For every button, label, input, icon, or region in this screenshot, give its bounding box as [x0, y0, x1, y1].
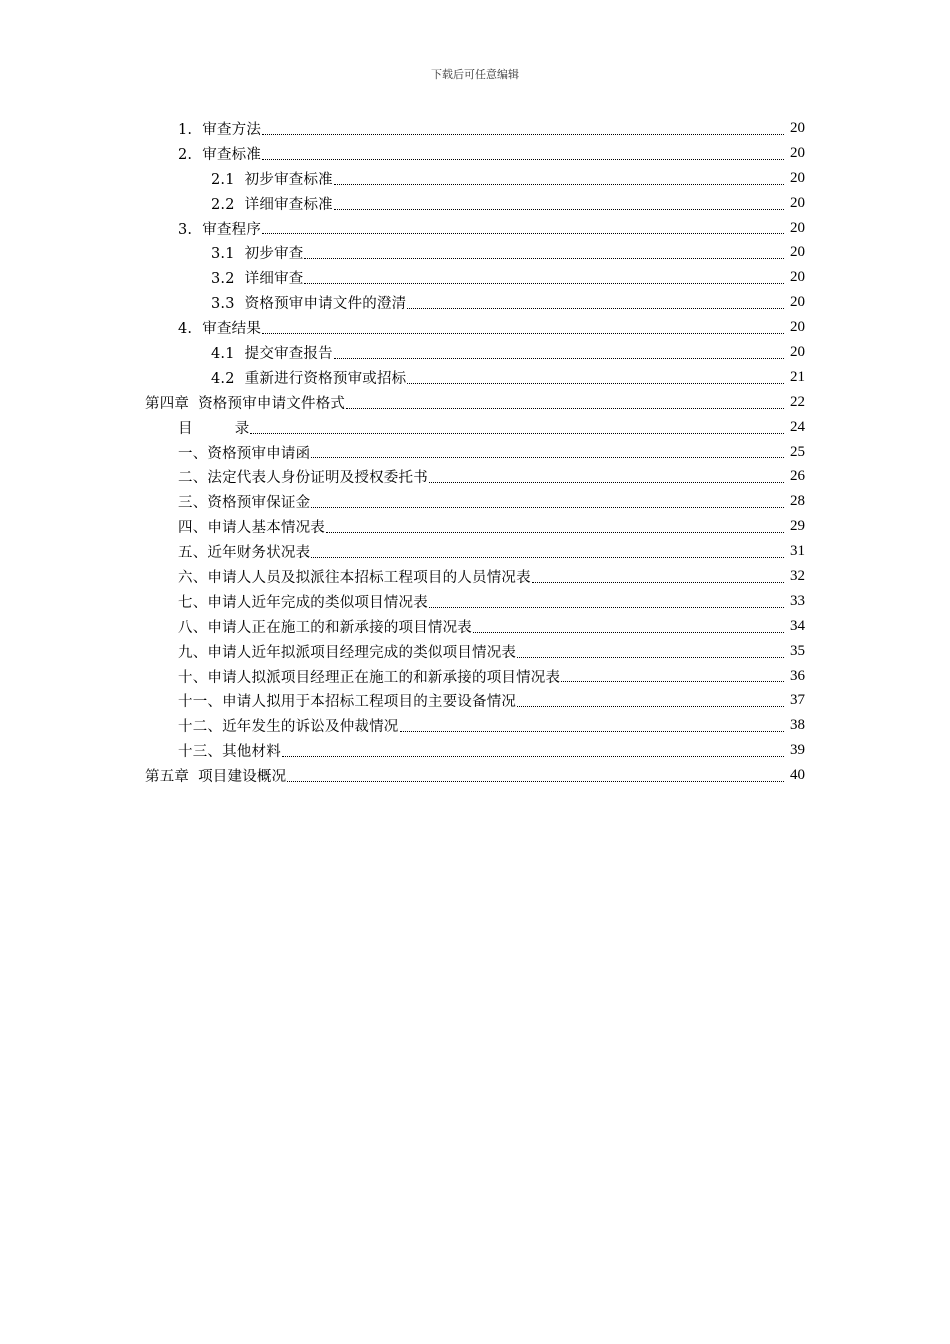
- toc-entry[interactable]: [0, 664, 950, 689]
- toc-entry[interactable]: [0, 216, 950, 241]
- toc-entry[interactable]: [0, 763, 950, 788]
- toc-entry-title: [178, 690, 516, 711]
- toc-entry-title: [178, 666, 560, 687]
- toc-page-number: 37: [790, 692, 805, 709]
- toc-entry-title: [211, 193, 333, 214]
- toc-entry-number: 2.2: [211, 196, 235, 213]
- toc-entry[interactable]: [0, 315, 950, 340]
- toc-page-number: 20: [790, 219, 805, 236]
- toc-entry-title: [211, 267, 303, 288]
- toc-entry[interactable]: [0, 141, 950, 166]
- toc-page-number: 20: [790, 144, 805, 161]
- toc-entry[interactable]: [0, 290, 950, 315]
- toc-entry-number: 目: [178, 420, 193, 437]
- toc-entry-title: [178, 616, 472, 637]
- toc-entry-title: [178, 566, 531, 587]
- toc-entry[interactable]: [0, 240, 950, 265]
- toc-page-number: 36: [790, 667, 805, 684]
- toc-entry-number: 4.2: [211, 370, 235, 387]
- toc-page-number: 35: [790, 642, 805, 659]
- toc-entry[interactable]: [0, 489, 950, 514]
- toc-page-number: 20: [790, 319, 805, 336]
- toc-entry-label: 十一、申请人拟用于本招标工程项目的主要设备情况: [178, 694, 517, 711]
- toc-entry-title: [178, 442, 310, 463]
- toc-entry-label: 审查方法: [202, 121, 262, 138]
- toc-entry-number: 第五章: [145, 769, 190, 786]
- toc-entry[interactable]: [0, 116, 950, 141]
- table-of-contents: [0, 116, 950, 788]
- toc-entry-number: 3.3: [211, 296, 235, 313]
- toc-dot-leader: [517, 705, 784, 707]
- toc-dot-leader: [287, 780, 784, 782]
- toc-entry-title: [178, 715, 399, 736]
- toc-entry-label: 九、申请人近年拟派项目经理完成的类似项目情况表: [178, 644, 517, 661]
- toc-dot-leader: [400, 730, 785, 732]
- toc-entry-number: 2.1: [211, 171, 235, 188]
- toc-entry[interactable]: [0, 738, 950, 763]
- toc-dot-leader: [532, 581, 784, 583]
- toc-entry-title: [211, 292, 406, 313]
- toc-dot-leader: [311, 556, 784, 558]
- toc-page-number: 20: [790, 119, 805, 136]
- toc-page-number: 20: [790, 194, 805, 211]
- toc-entry-number: 4.: [178, 321, 193, 338]
- toc-entry-number: 4.1: [211, 345, 235, 362]
- toc-entry[interactable]: [0, 265, 950, 290]
- toc-entry-title: [178, 466, 428, 487]
- toc-entry-label: 审查程序: [202, 221, 262, 238]
- toc-entry[interactable]: [0, 713, 950, 738]
- toc-page-number: 25: [790, 443, 805, 460]
- toc-page-number: 39: [790, 742, 805, 759]
- toc-entry-label: 资格预审申请文件格式: [198, 395, 346, 412]
- toc-entry-number: 3.2: [211, 271, 235, 288]
- toc-entry-title: [178, 641, 516, 662]
- toc-entry-label: 详细审查: [244, 271, 304, 288]
- toc-page-number: 20: [790, 294, 805, 311]
- toc-entry-title: [178, 417, 249, 438]
- toc-entry-label: 资格预审申请文件的澄清: [244, 296, 407, 313]
- toc-dot-leader: [262, 158, 784, 160]
- toc-entry-label: 重新进行资格预审或招标: [244, 370, 407, 387]
- toc-entry-title: [178, 317, 261, 338]
- toc-page-number: 32: [790, 567, 805, 584]
- toc-dot-leader: [407, 382, 784, 384]
- toc-dot-leader: [429, 481, 784, 483]
- toc-entry-label: 初步审查: [244, 246, 304, 263]
- toc-entry-label: 十三、其他材料: [178, 744, 281, 761]
- toc-entry-label: 初步审查标准: [244, 171, 333, 188]
- toc-entry[interactable]: [0, 539, 950, 564]
- toc-dot-leader: [334, 208, 784, 210]
- toc-entry-label: 三、资格预审保证金: [178, 495, 311, 512]
- toc-page-number: 20: [790, 269, 805, 286]
- toc-entry-title: [178, 740, 281, 761]
- toc-entry-title: [178, 491, 310, 512]
- toc-entry-label: 七、申请人近年完成的类似项目情况表: [178, 594, 428, 611]
- toc-page-number: 26: [790, 468, 805, 485]
- toc-page-number: 21: [790, 368, 805, 385]
- toc-page-number: 28: [790, 493, 805, 510]
- toc-page-number: 38: [790, 717, 805, 734]
- toc-entry[interactable]: [0, 639, 950, 664]
- toc-dot-leader: [262, 232, 784, 234]
- toc-dot-leader: [334, 183, 784, 185]
- toc-entry-number: 2.: [178, 146, 193, 163]
- toc-entry-title: [211, 367, 406, 388]
- toc-entry-title: [211, 168, 333, 189]
- toc-entry-label: 审查结果: [202, 321, 262, 338]
- toc-dot-leader: [262, 332, 784, 334]
- toc-entry[interactable]: [0, 415, 950, 440]
- toc-page-number: 40: [790, 767, 805, 784]
- toc-entry-number: 第四章: [145, 395, 190, 412]
- toc-dot-leader: [517, 656, 784, 658]
- toc-entry[interactable]: [0, 614, 950, 639]
- toc-entry-number: 3.1: [211, 246, 235, 263]
- toc-entry[interactable]: [0, 564, 950, 589]
- toc-entry-label: 二、法定代表人身份证明及授权委托书: [178, 470, 428, 487]
- toc-entry-title: [178, 218, 261, 239]
- toc-entry-label: 项目建设概况: [198, 769, 287, 786]
- toc-entry[interactable]: [0, 514, 950, 539]
- toc-dot-leader: [473, 631, 784, 633]
- toc-entry-label: 十、申请人拟派项目经理正在施工的和新承接的项目情况表: [178, 669, 561, 686]
- toc-dot-leader: [282, 755, 784, 757]
- toc-entry-label: 审查标准: [202, 146, 262, 163]
- toc-entry-label: 六、申请人人员及拟派往本招标工程项目的人员情况表: [178, 569, 531, 586]
- toc-entry[interactable]: [0, 365, 950, 390]
- toc-entry-number: 1.: [178, 121, 193, 138]
- toc-entry-title: [145, 765, 286, 786]
- page-header: 下载后可任意编辑: [431, 68, 519, 81]
- toc-entry[interactable]: [0, 191, 950, 216]
- toc-entry-title: [178, 516, 325, 537]
- toc-page-number: 20: [790, 169, 805, 186]
- toc-page-number: 24: [790, 418, 805, 435]
- toc-entry-title: [178, 591, 428, 612]
- toc-dot-leader: [326, 531, 784, 533]
- toc-page-number: 34: [790, 617, 805, 634]
- toc-dot-leader: [429, 606, 784, 608]
- toc-entry[interactable]: [0, 166, 950, 191]
- toc-dot-leader: [311, 506, 784, 508]
- toc-dot-leader: [262, 133, 784, 135]
- toc-dot-leader: [561, 680, 784, 682]
- toc-entry-label: 八、申请人正在施工的和新承接的项目情况表: [178, 619, 472, 636]
- toc-dot-leader: [311, 456, 784, 458]
- toc-entry-title: [178, 143, 261, 164]
- toc-page-number: 22: [790, 393, 805, 410]
- toc-dot-leader: [250, 432, 784, 434]
- toc-entry-label: 一、资格预审申请函: [178, 445, 311, 462]
- toc-page-number: 33: [790, 592, 805, 609]
- toc-page-number: 31: [790, 543, 805, 560]
- toc-entry-label: 详细审查标准: [244, 196, 333, 213]
- toc-entry-label: 五、近年财务状况表: [178, 545, 311, 562]
- toc-entry[interactable]: [0, 440, 950, 465]
- toc-entry[interactable]: [0, 340, 950, 365]
- toc-entry-label: 四、申请人基本情况表: [178, 520, 325, 537]
- toc-dot-leader: [334, 357, 784, 359]
- toc-entry-number: 3.: [178, 221, 193, 238]
- toc-entry-label: 提交审查报告: [244, 345, 333, 362]
- toc-entry[interactable]: [0, 589, 950, 614]
- toc-page-number: 29: [790, 518, 805, 535]
- toc-entry[interactable]: [0, 688, 950, 713]
- toc-entry[interactable]: [0, 390, 950, 415]
- toc-dot-leader: [304, 257, 784, 259]
- toc-entry-title: [145, 392, 345, 413]
- toc-dot-leader: [304, 282, 784, 284]
- toc-entry-title: [211, 242, 303, 263]
- toc-entry-label: 十二、近年发生的诉讼及仲裁情况: [178, 719, 399, 736]
- toc-entry[interactable]: [0, 464, 950, 489]
- toc-entry-title: [178, 118, 261, 139]
- toc-page-number: 20: [790, 244, 805, 261]
- toc-entry-label: 录: [234, 420, 250, 437]
- toc-page-number: 20: [790, 343, 805, 360]
- toc-dot-leader: [407, 307, 784, 309]
- toc-entry-title: [211, 342, 333, 363]
- toc-dot-leader: [346, 407, 784, 409]
- toc-entry-title: [178, 541, 310, 562]
